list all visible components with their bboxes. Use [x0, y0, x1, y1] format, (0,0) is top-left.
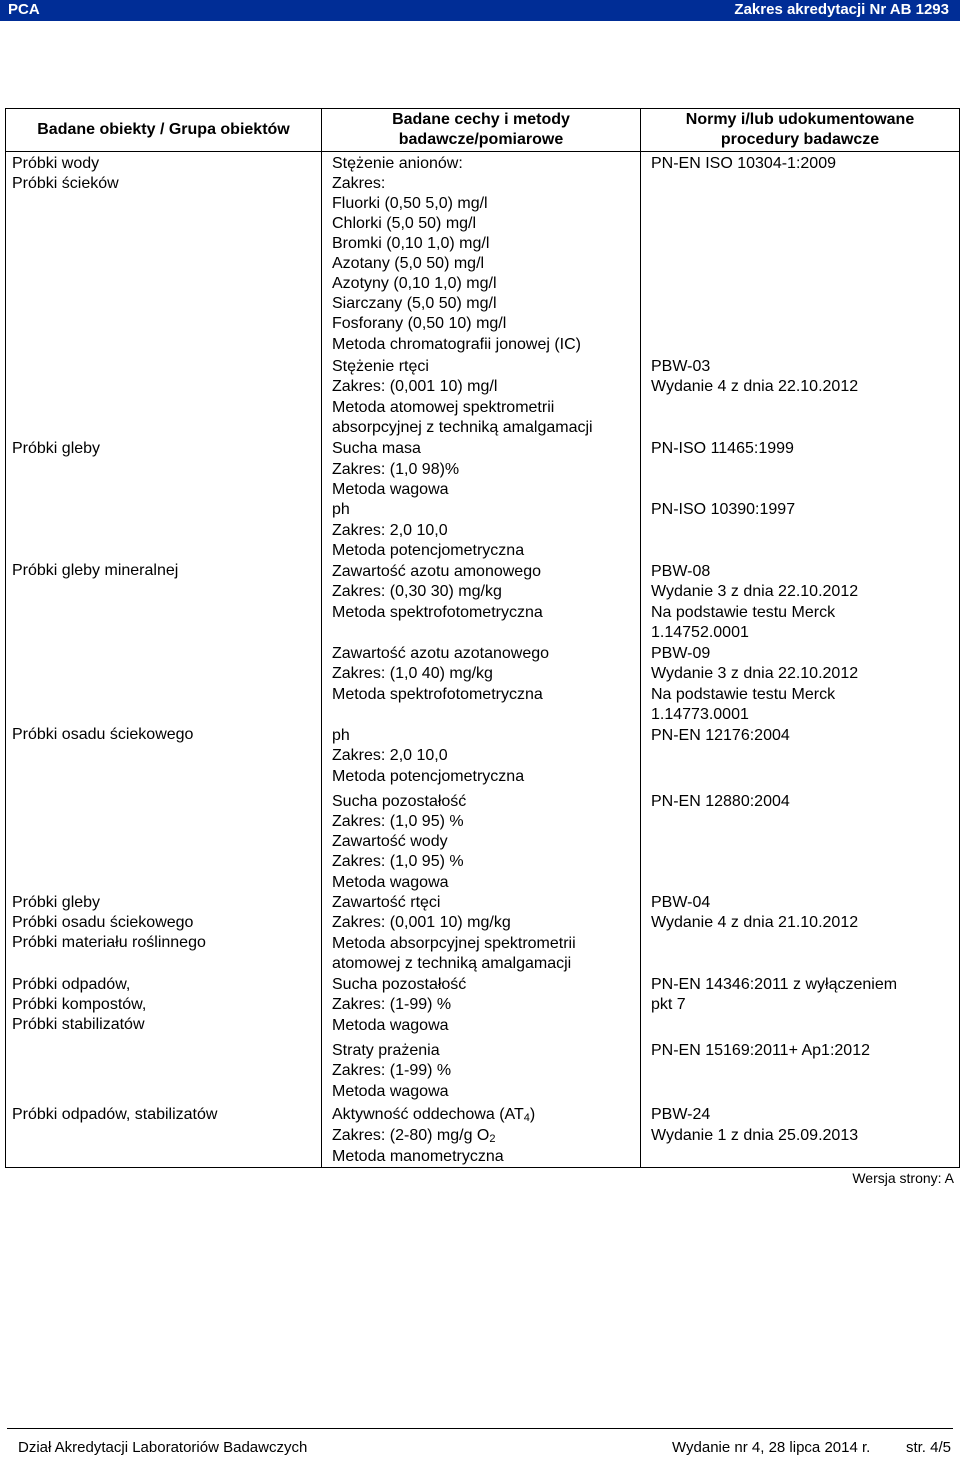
object-label: Próbki materiału roślinnego: [12, 934, 206, 951]
method-line: Metoda potencjometryczna: [332, 768, 525, 785]
table-body-row: [6, 152, 960, 1168]
method-line: Metoda chromatografii jonowej (IC): [332, 336, 581, 353]
norm-line: Wydanie 3 z dnia 22.10.2012: [651, 665, 859, 682]
norm-line: PBW-09: [651, 645, 711, 662]
method-line: Metoda wagowa: [332, 1017, 449, 1034]
object-label: Próbki kompostów,: [12, 996, 147, 1013]
norm-line: PBW-08: [651, 563, 711, 580]
method-line: Metoda atomowej spektrometrii: [332, 399, 555, 416]
page-header-bar: [0, 0, 960, 21]
method-line: Metoda manometryczna: [332, 1148, 504, 1165]
method-line: Metoda wagowa: [332, 481, 449, 498]
norm-line: 1.14773.0001: [651, 706, 749, 723]
method-line: ph: [332, 727, 350, 744]
footer-department: Dział Akredytacji Laboratoriów Badawczych: [18, 1439, 308, 1456]
method-line: Siarczany (5,0 50) mg/l: [332, 295, 497, 312]
norm-line: Wydanie 4 z dnia 21.10.2012: [651, 914, 859, 931]
norm-line: Wydanie 4 z dnia 22.10.2012: [651, 378, 859, 395]
method-line: Zakres: 2,0 10,0: [332, 522, 448, 539]
object-label: Próbki osadu ściekowego: [12, 726, 194, 743]
method-line: Metoda absorpcyjnej spektrometrii: [332, 935, 576, 952]
method-line: Chlorki (5,0 50) mg/l: [332, 215, 477, 232]
method-line: Zawartość azotu amonowego: [332, 563, 541, 580]
object-label: Próbki ścieków: [12, 175, 119, 192]
method-line: Zakres:: [332, 175, 386, 192]
method-line: Zakres: (0,001 10) mg/l: [332, 378, 498, 395]
norm-line: Wydanie 3 z dnia 22.10.2012: [651, 583, 859, 600]
object-label: Próbki wody: [12, 155, 100, 172]
method-line-range-o2: Zakres: (2-80) mg/g $O_2$: [332, 1127, 496, 1145]
method-line-respiration: Aktywność oddechowa $(AT_4)$: [332, 1106, 536, 1124]
norm-line: PN-EN 12176:2004: [651, 727, 790, 744]
method-line: Zakres: (0,30 30) mg/kg: [332, 583, 502, 600]
norm-line: PBW-03: [651, 358, 711, 375]
method-line: Metoda wagowa: [332, 874, 449, 891]
norm-line: Na podstawie testu Merck: [651, 686, 836, 703]
norm-line: Wydanie 1 z dnia 25.09.2013: [651, 1127, 859, 1144]
method-line: absorpcyjnej z techniką amalgamacji: [332, 419, 593, 436]
method-line: Fosforany (0,50 10) mg/l: [332, 315, 507, 332]
object-label: Próbki odpadów,: [12, 976, 131, 993]
method-line: Straty prażenia: [332, 1042, 440, 1059]
method-line: Zawartość azotu azotanowego: [332, 645, 550, 662]
object-label: Próbki osadu ściekowego: [12, 914, 194, 931]
page-version-note: Wersja strony: A: [852, 1170, 954, 1186]
method-line: Zakres: (1,0 95) %: [332, 813, 464, 830]
norm-line: PN-EN 15169:2011+ Ap1:2012: [651, 1042, 870, 1059]
method-line: Metoda spektrofotometryczna: [332, 604, 543, 621]
object-label: Próbki stabilizatów: [12, 1016, 145, 1033]
method-line: Stężenie rtęci: [332, 358, 429, 375]
accreditation-table: [5, 108, 960, 1168]
method-line: Metoda spektrofotometryczna: [332, 686, 543, 703]
header-methods: Badane cechy i metody badawcze/pomiarowe: [322, 109, 641, 152]
object-label: Próbki gleby: [12, 440, 101, 457]
method-line: Fluorki (0,50 5,0) mg/l: [332, 195, 488, 212]
header-norms: Normy i/lub udokumentowane procedury badawcze: [641, 109, 960, 152]
norm-line: Na podstawie testu Merck: [651, 604, 836, 621]
method-line: Zakres: (1-99) %: [332, 996, 452, 1013]
method-line: Zakres: 2,0 10,0: [332, 747, 448, 764]
norm-line: 1.14752.0001: [651, 624, 749, 641]
table-header-row: [6, 109, 960, 152]
method-line: Zakres: (1,0 95) %: [332, 853, 464, 870]
method-line: Sucha masa: [332, 440, 421, 457]
norm-line: pkt 7: [651, 996, 686, 1013]
method-line: ph: [332, 501, 350, 518]
norm-line: PN-ISO 11465:1999: [651, 440, 794, 457]
method-line: Sucha pozostałość: [332, 976, 467, 993]
method-line: Zakres: (0,001 10) mg/kg: [332, 914, 511, 931]
norm-line: PBW-24: [651, 1106, 711, 1123]
norm-line: PN-EN 14346:2011 z wyłączeniem: [651, 976, 898, 993]
object-label: Próbki odpadów, stabilizatów: [12, 1106, 218, 1123]
method-line: Zawartość rtęci: [332, 894, 441, 911]
method-line: Zawartość wody: [332, 833, 448, 850]
norm-line: PN-EN 12880:2004: [651, 793, 790, 810]
method-line: Zakres: (1,0 98)%: [332, 461, 460, 478]
method-line: Sucha pozostałość: [332, 793, 467, 810]
norm-line: PN-EN ISO 10304-1:2009: [651, 155, 836, 172]
method-line: Metoda potencjometryczna: [332, 542, 525, 559]
norm-line: PN-ISO 10390:1997: [651, 501, 796, 518]
objects-cell: [6, 152, 322, 1168]
method-line: Azotany (5,0 50) mg/l: [332, 255, 485, 272]
object-label: Próbki gleby mineralnej: [12, 562, 179, 579]
method-line: Stężenie anionów:: [332, 155, 463, 172]
method-line: Metoda wagowa: [332, 1083, 449, 1100]
footer-divider: [7, 1428, 953, 1429]
footer-page-number: str. 4/5: [905, 1439, 951, 1456]
header-right-label: Zakres akredytacji Nr AB 1293: [734, 1, 949, 18]
method-line: Azotyny (0,10 1,0) mg/l: [332, 275, 497, 292]
methods-cell: [322, 152, 641, 1168]
header-objects: Badane obiekty / Grupa obiektów: [6, 109, 322, 152]
method-line: Zakres: (1,0 40) mg/kg: [332, 665, 493, 682]
object-label: Próbki gleby: [12, 894, 101, 911]
norms-cell: [641, 152, 960, 1168]
footer-edition: Wydanie nr 4, 28 lipca 2014 r.: [672, 1439, 871, 1456]
header-left-label: PCA: [8, 1, 40, 18]
method-line: atomowej z techniką amalgamacji: [332, 955, 572, 972]
method-line: Zakres: (1-99) %: [332, 1062, 452, 1079]
norm-line: PBW-04: [651, 894, 711, 911]
method-line: Bromki (0,10 1,0) mg/l: [332, 235, 490, 252]
